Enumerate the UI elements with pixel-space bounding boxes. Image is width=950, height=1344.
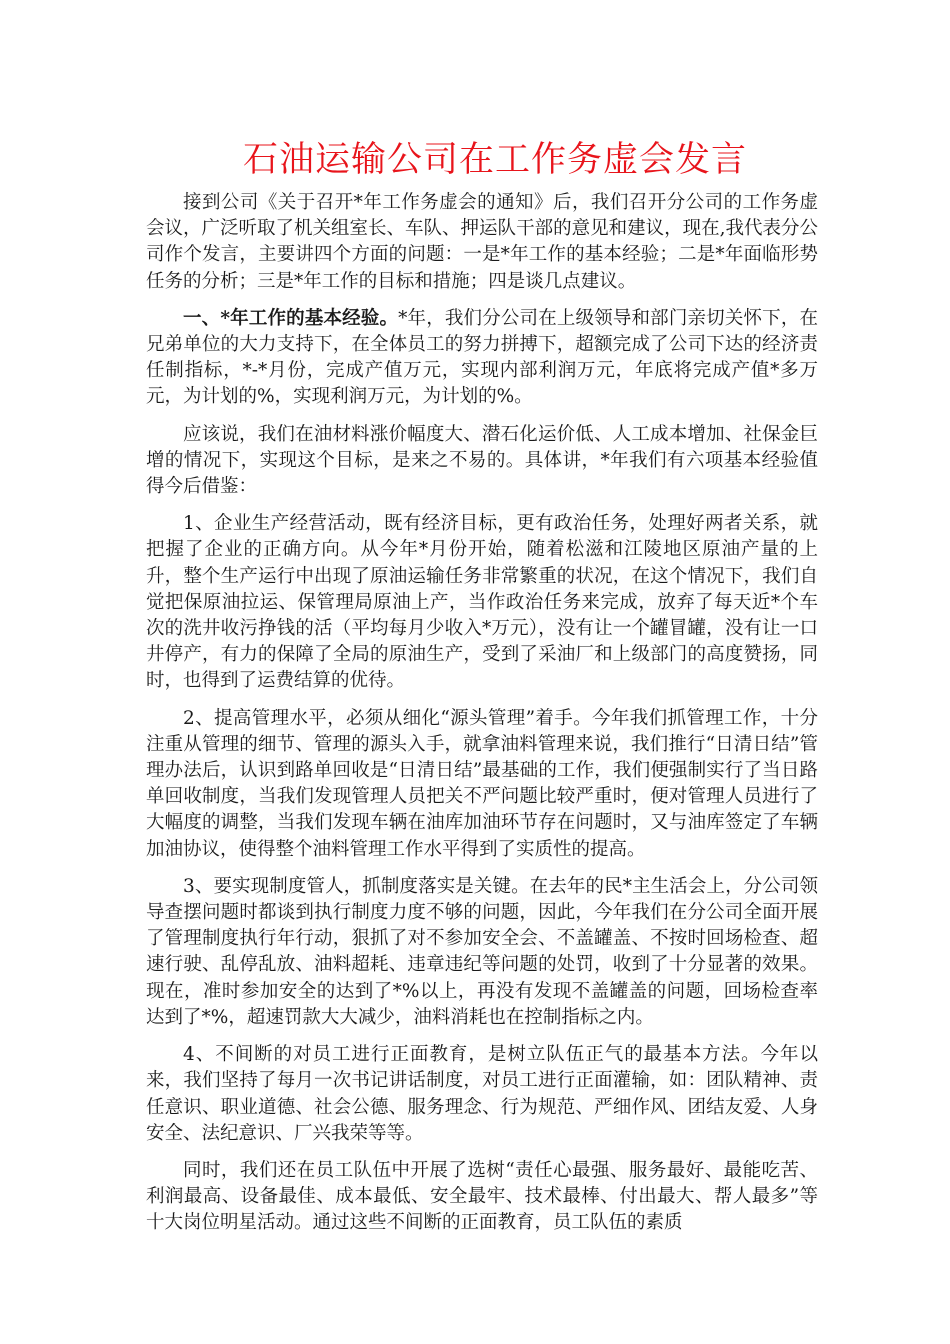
paragraph-text: 3、要实现制度管人，抓制度落实是关键。在去年的民*主生活会上，分公司领导查摆问题时都谈到执行制度力度不够的问题，因此，今年我们在分公司全面开展了管理制度执行年行动，狠抓了对不参加安全会、不盖罐盖、不按时回场检查、超速行驶、乱停乱放、油料超耗、违章违纪等问题的处罚，收到了十分显著的效果。现在，准时参加安全的达到了*%以上，再没有发现不盖罐盖的问题，回场检查率达到了*%，超速罚款大大减少，油料消耗也在控制指标之内。 xyxy=(146,875,818,1028)
paragraph-text: 1、企业生产经营活动，既有经济目标，更有政治任务，处理好两者关系，就把握了企业的正确方向。从今年*月份开始，随着松滋和江陵地区原油产量的上升，整个生产运行中出现了原油运输任务非常繁重的状况，在这个情况下，我们自觉把保原油拉运、保管理局原油上产，当作政治任务来完成，放弃了每天近*个车次的洗井收污挣钱的活（平均每月少收入*万元），没有让一个罐冒罐，没有让一口井停产，有力的保障了全局的原油生产，受到了采油厂和上级部门的高度赞扬，同时，也得到了运费结算的优待。 xyxy=(146,513,818,692)
paragraph-experience-4 xyxy=(146,1042,818,1147)
document-title: 石油运输公司在工作务虚会发言 xyxy=(242,140,747,180)
paragraph-text: *年，我们分公司在上级领导和部门亲切关怀下，在兄弟单位的大力支持下，在全体员工的努力拼搏下，超额完成了公司下达的经济责任制指标，*-*月份，完成产值万元，实现内部利润万元，年底将完成产值*多万元，为计划的%，实现利润万元，为计划的%。 xyxy=(146,307,818,408)
paragraph-text: 同时，我们还在员工队伍中开展了选树“责任心最强、服务最好、最能吃苦、利润最高、设备最佳、成本最低、安全最牢、技术最棒、付出最大、帮人最多”等十大岗位明星活动。通过这些不间断的正面教育，员工队伍的素质 xyxy=(146,1159,818,1234)
paragraph-text: 接到公司《关于召开*年工作务虚会的通知》后，我们召开分公司的工作务虚会议，广泛听取了机关组室长、车队、押运队干部的意见和建议，现在,我代表分公司作个发言，主要讲四个方面的问题：一是*年工作的基本经验；二是*年面临形势任务的分析；三是*年工作的目标和措施；四是谈几点建议。 xyxy=(146,192,818,292)
paragraph-intro xyxy=(146,190,818,295)
paragraph-section-1 xyxy=(146,306,818,411)
paragraph-continuation xyxy=(146,1158,818,1237)
paragraph-experience-3 xyxy=(146,874,818,1031)
paragraph-text: 4、不间断的对员工进行正面教育，是树立队伍正气的最基本方法。今年以来，我们坚持了每月一次书记讲话制度，对员工进行正面灌输，如：团队精神、责任意识、职业道德、社会公德、服务理念、行为规范、严细作风、团结友爱、人身安全、法纪意识、厂兴我荣等等。 xyxy=(146,1044,818,1144)
paragraph-text: 2、提高管理水平，必须从细化“源头管理”着手。今年我们抓管理工作，十分注重从管理的细节、管理的源头入手，就拿油料管理来说，我们推行“日清日结”管理办法后，认识到路单回收是“日清日结”最基础的工作，我们便强制实行了当日路单回收制度，当我们发现管理人员把关不严问题比较严重时，便对管理人员进行了大幅度的调整，当我们发现车辆在油库加油环节存在问题时，又与油库签定了车辆加油协议，使得整个油料管理工作水平得到了实质性的提高。 xyxy=(146,707,818,860)
document-body xyxy=(146,190,818,1248)
paragraph-context xyxy=(146,422,818,501)
paragraph-text: 应该说，我们在油材料涨价幅度大、潜石化运价低、人工成本增加、社保金巨增的情况下，实现这个目标，是来之不易的。具体讲，*年我们有六项基本经验值得今后借鉴： xyxy=(146,423,818,498)
paragraph-experience-1 xyxy=(146,511,818,694)
section-heading: 一、*年工作的基本经验。 xyxy=(183,307,399,329)
paragraph-experience-2 xyxy=(146,706,818,863)
